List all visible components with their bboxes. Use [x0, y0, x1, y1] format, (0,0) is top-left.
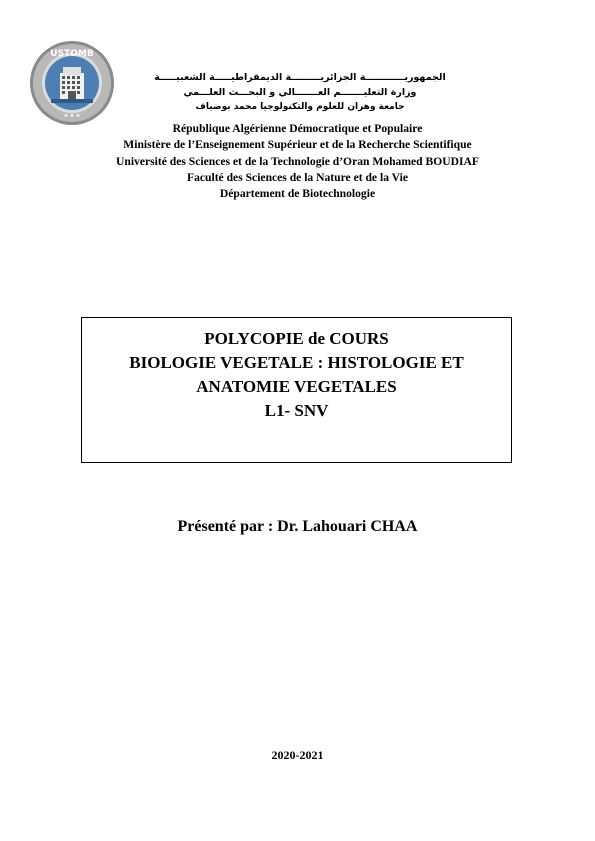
french-line-ministry: Ministère de l’Enseignement Supérieur et de la Recherche Scientifique — [123, 138, 472, 152]
title-line-polycopie: POLYCOPIE de COURS — [204, 329, 389, 348]
french-line-faculty: Faculté des Sciences de la Nature et de la Vie — [187, 170, 408, 184]
presenter-line: Présenté par : Dr. Lahouari CHAA — [177, 518, 418, 535]
university-logo — [29, 39, 115, 127]
logo-text: USTOMB — [50, 49, 94, 59]
title-line-level: L1- SNV — [264, 401, 329, 420]
french-line-republic: République Algérienne Démocratique et Populaire — [172, 122, 423, 135]
french-line-university: Université des Sciences et de la Technologie d’Oran Mohamed BOUDIAF — [116, 154, 479, 168]
arabic-line-university: جامعة وهران للعلوم والتكنولوجيا محمد بوضياف — [195, 102, 405, 112]
svg-text:★ ★ ★: ★ ★ ★ — [63, 113, 81, 119]
french-line-department: Département de Biotechnologie — [219, 187, 376, 201]
title-line-subject-cont: ANATOMIE VEGETALES — [196, 377, 397, 396]
title-line-subject: BIOLOGIE VEGETALE : HISTOLOGIE ET — [129, 353, 464, 372]
arabic-header — [120, 70, 480, 114]
academic-year: 2020-2021 — [271, 748, 324, 762]
university-seal-icon — [29, 39, 115, 127]
arabic-line-ministry: وزارة التعليـــــــم العـــــــالي و البحـــث العلـــمي — [183, 87, 417, 98]
course-title-box — [81, 317, 512, 463]
french-header — [60, 121, 535, 202]
arabic-line-republic: الجمهوريــــــــــــة الجزائريـــــــــة الديمقراطيـــــة الشعبيـــــة — [154, 72, 446, 83]
